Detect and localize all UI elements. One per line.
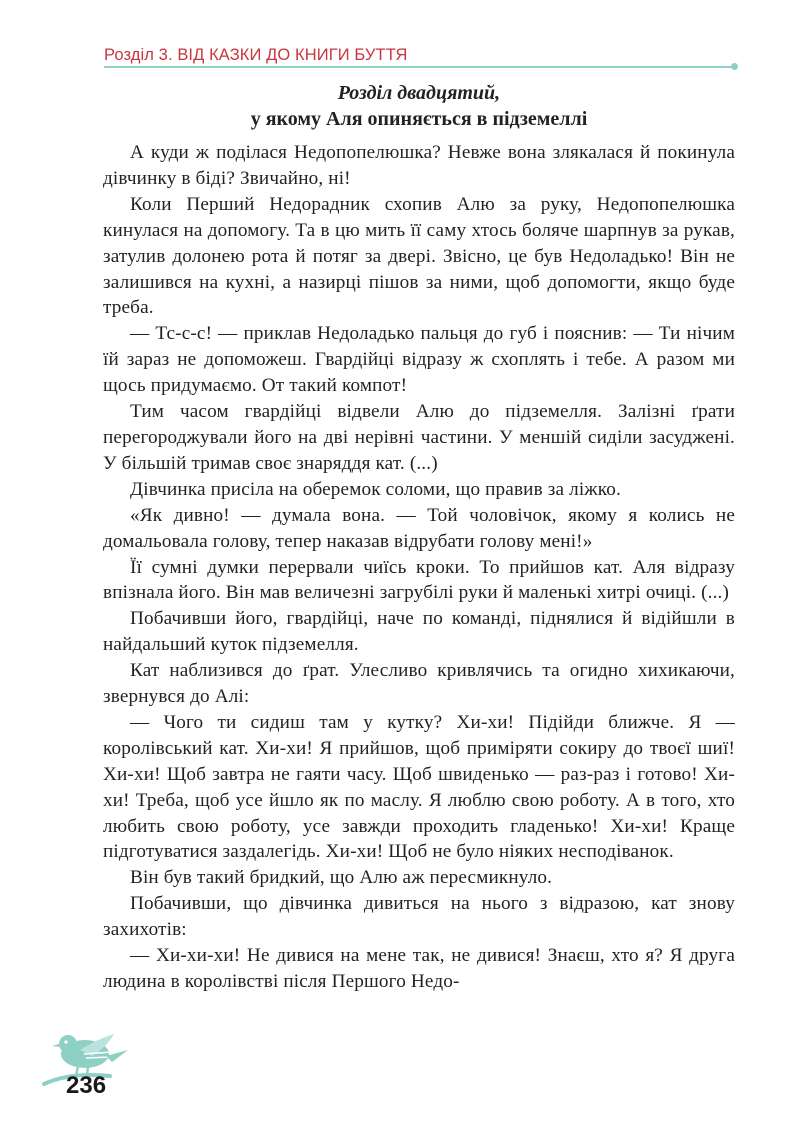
paragraph: Дівчинка присіла на оберемок соломи, що правив за ліжко. (130, 478, 621, 500)
paragraph: Кат наблизився до ґрат. Улесливо кривлячись та огидно хихикаючи, звернувся до Алі: (103, 660, 735, 708)
header-rule (104, 66, 734, 68)
paragraph: Побачивши, що дівчинка дивиться на нього з відразою, кат знову захихотів: (103, 893, 735, 941)
paragraph: Побачивши його, гвардійці, наче по команді, піднялися й відійшли в найдальший куток підземелля. (103, 608, 735, 656)
paragraph: Він був такий бридкий, що Алю аж пересмикнуло. (130, 867, 553, 889)
paragraph: — Чого ти сидиш там у кутку? Хи-хи! Підійди ближче. Я — королівський кат. Хи-хи! Я прийшов, щоб приміряти сокиру до твоєї шиї! Хи-хи! Щоб завтра не гаяти часу. Щоб швиденько — раз-раз і готово! Хи-хи! Треба, щоб усе йшло як по маслу. Я люблю свою роботу. А в того, хто любить свою роботу, усе завжди проходить гладенько! Хи-хи! Краще підготуватися заздалегідь. Хи-хи! Щоб не було ніяких несподіванок. (103, 711, 735, 863)
paragraph: Її сумні думки перервали чиїсь кроки. То прийшов кат. Аля відразу впізнала його. Він мав величезні загрубілі руки й маленькі хитрі очиці. (...) (103, 556, 735, 604)
paragraph: А куди ж поділася Недопопелюшка? Невже вона злякалася й покинула дівчинку в біді? Звичайно, ні! (103, 142, 735, 189)
paragraph: Коли Перший Недорадник схопив Алю за руку, Недопопелюшка кинулася на допомогу. Та в цю мить її саму хтось боляче шарпнув за рукав, затулив долонею рота й потяг за двері. Звісно, це був Недоладько! Він не залишився на кухні, а назирці пішов за ними, щоб допомогти, якщо буде треба. (103, 193, 735, 319)
paragraph: Тим часом гвардійці відвели Алю до підземелля. Залізні ґрати перегороджували його на дві нерівні частини. У меншій сиділи засуджені. У більшій тримав своє знаряддя кат. (...) (103, 401, 735, 474)
chapter-title (104, 80, 734, 132)
section-header: Розділ 3. ВІД КАЗКИ ДО КНИГИ БУТТЯ (104, 46, 408, 64)
header-rule-dot (731, 63, 738, 70)
paragraph: — Тс-с-с! — приклав Недоладько пальця до губ і пояснив: — Ти нічим їй зараз не допоможеш. Гвардійці відразу ж схоплять і тебе. А разом ми щось придумаємо. От такий компот! (103, 323, 735, 397)
paragraph: «Як дивно! — думала вона. — Той чоловічок, якому я колись не домальовала голову, тепер наказав відрубати голову мені!» (103, 504, 735, 552)
chapter-title-line2: у якому Аля опиняється в підземеллі (250, 108, 588, 130)
chapter-title-line1: Розділ двадцятий, (337, 82, 501, 104)
page-number: 236 (66, 1072, 107, 1099)
paragraph: — Хи-хи-хи! Не дивися на мене так, не дивися! Знаєш, хто я? Я друга людина в королівстві після Першого Недо- (103, 945, 735, 992)
body-text (103, 140, 735, 995)
